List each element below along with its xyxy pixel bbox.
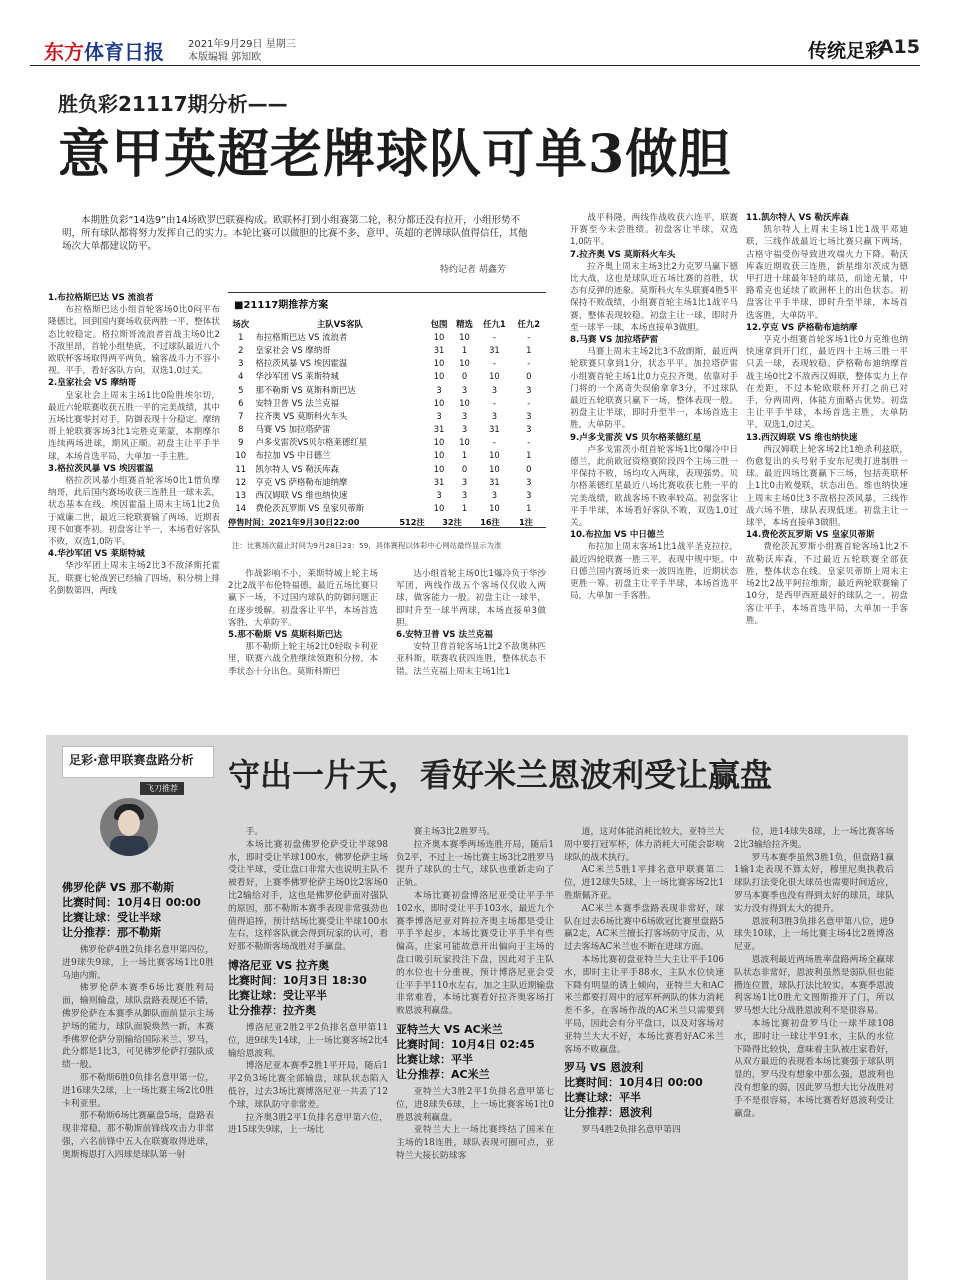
feature-column-3 — [396, 826, 554, 1276]
table-cell: 10 — [433, 358, 445, 369]
table-cell: 12 — [235, 476, 247, 487]
table-cell: 10 — [459, 397, 470, 408]
match-info-2: 博洛尼亚 VS 拉齐奥 比赛时间：10月3日 18:30 比赛让球：受让平半 让分推荐：拉齐奥 — [228, 958, 367, 1017]
paragraph: 本场比赛初盘博洛尼亚受让平手半102水，即时受让平手103水，最近九个赛季博洛尼亚对阵拉齐奥主场都是受让平手半起步，本场比赛受让平手半有些偏高，庄家可能故意开出偏向于主场的盘口吸引玩家投注下盘，因此对于主队的水位也十分重视，预计博洛尼亚会受让平手半110水左右，加之主队近期输盘非常难看，本场比赛看好拉齐奥客场打败恩波利赢盘。 — [396, 890, 554, 1017]
table-cell: 布拉格斯巴达 VS 流浪者 — [255, 331, 348, 342]
paragraph: 拉齐奥上周末主场3比2力克罗马赢下德比大战，这也是球队近五场比赛的首胜，状态有反弹的迹象。莫斯科火车头联赛4胜5平保持不败战绩，小组赛首轮主场1比1战平马赛，整体表现较稳。初盘主让一球，即时升至一球半一球，本场直接单3做胆。 — [570, 261, 738, 333]
match-info-4: 罗马 VS 恩波利 比赛时间：10月4日 00:00 比赛让球：平半 让分推荐：恩波利 — [564, 1061, 703, 1120]
table-cell: 0 — [526, 463, 532, 474]
article-column-4 — [570, 212, 738, 722]
paragraph: AC米兰本赛季盘路表现非常好，球队在过去6场比赛中6场欧冠比赛里盘路5赢2走，AC米兰擅长打客场防守反击，从过去客场AC米兰也不断在进球方面。 — [564, 903, 724, 953]
table-cell: 亨克 VS 萨格勒布迪纳摩 — [255, 476, 348, 487]
table-cell: 拉齐奥 VS 莫斯科火车头 — [255, 410, 348, 421]
table-footer: 停售时间：2021年9月30日22:00 512注 32注 16注 1注 — [228, 516, 533, 527]
table-row — [228, 370, 546, 383]
paragraph: 本场比赛初盘亚特兰大主让平手106水，即时主让平手88水，主队水位快速下降有明显的诱上倾向，亚特兰大和AC米兰都要打周中的冠军杯两队的体力消耗差不多，在客场作战的AC米兰只需要到平局，因此会有分平盘口，以及对客场对亚特兰大大不好，本场比赛看好AC米兰客场不败赢盘。 — [564, 954, 724, 1055]
paragraph: 战平科隆，两线作战收获六连平，联赛开赛至今未尝胜绩。初盘客让半球，双选1,0防平。 — [570, 213, 738, 248]
table-row — [228, 475, 546, 488]
table-cell: 3 — [436, 490, 442, 501]
paragraph: 位，进14球失8球，上一场比赛客场2比3输给拉齐奥。 — [734, 827, 894, 850]
table-cell: 凯尔特人 VS 勒沃库森 — [255, 463, 339, 474]
match-heading: 8.马赛 VS 加拉塔萨雷 — [570, 335, 659, 346]
table-cell: 0 — [526, 371, 532, 382]
table-cell: 1 — [526, 450, 532, 461]
table-cell: - — [492, 437, 496, 448]
table-cell: 4 — [238, 371, 244, 382]
table-cell: 31 — [433, 476, 445, 487]
table-cell: 马赛 VS 加拉塔萨雷 — [255, 424, 331, 435]
page-number: A15 — [878, 36, 920, 58]
table-cell: 10 — [433, 331, 445, 342]
table-header-row — [228, 317, 546, 330]
paragraph: 费伦茨瓦罗斯小组赛首轮客场1比2不敌勒沃库森，不过最近五轮联赛全部获胜，整体状态在线。皇家贝蒂斯上周末主场2比2战平阿拉维斯，最近两轮联赛输了10分，是西甲西班最好的球队之一。初盘客让平手，本场首选平局，大单加一手客胜。 — [746, 542, 908, 626]
table-cell: 13 — [235, 490, 247, 501]
table-cell: 10 — [433, 463, 445, 474]
table-row — [228, 436, 546, 449]
paragraph: 达小组首轮主场0比1爆冷负于华沙军团，两线作战五个客场仅仅收入两球，做客能力一般。初盘主让一球半，即时升至一球半两球，本场直接单3做胆。 — [396, 569, 546, 628]
table-cell: 格拉茨风暴 VS 埃因霍温 — [255, 358, 348, 369]
feature-author: 飞刀推荐 — [140, 782, 184, 795]
feature-column-1 — [62, 876, 214, 1276]
table-cell: 6 — [238, 397, 244, 408]
article-title: 意甲英超老牌球队可单3做胆 — [58, 124, 732, 185]
paragraph: 皇家社会上周末主场1比0险胜埃尔切，最近六轮联赛收获五胜一平的完美战绩，其中五场比赛零封对手，防御表现十分稳定。摩纳哥上轮联赛客场3比1完胜克莱蒙，本期摩尔连续两场进球，期风正顺。初盘主让平手半球，本场首选平局，大单加一手主胜。 — [48, 390, 220, 462]
paragraph: 佛罗伦萨4胜2负排名意甲第四位，进9球失9球，上一场比赛客场1比0胜乌迪内斯。 — [62, 945, 214, 981]
table-cell: 10 — [489, 371, 500, 382]
table-row — [228, 330, 546, 343]
table-cell: 10 — [489, 450, 500, 461]
table-row — [228, 449, 546, 462]
table-cell: 安特卫普 VS 法兰克福 — [255, 397, 339, 408]
table-cell: 9 — [238, 437, 244, 448]
table-cell: 3 — [238, 358, 244, 369]
paragraph: 手。 — [245, 827, 264, 837]
table-cell: 5 — [238, 384, 244, 395]
paragraph: 罗马本赛季虽然3胜1负，但盘路1赢1输1走表现不算太好，穆里尼奥执教后球队打法变化很大球员也需要时间适应，罗马本赛季也没有得到太好的球员，球队实力没有得到太大的提升。 — [734, 852, 894, 914]
paragraph: 亚特兰大上一场比赛终结了国米在主场的18连胜，球队表现可圈可点，亚特兰大接长防球客 — [396, 1125, 554, 1161]
table-cell: 西汉姆联 VS 维也纳快速 — [255, 490, 348, 501]
paragraph: 恩波利3胜3负排名意甲第八位，进9球失10球，上一场比赛主场4比2胜博洛尼亚。 — [734, 916, 894, 953]
paragraph: 亨克小组赛首轮客场1比0力克维也纳快速拿到开门红，最近四十主场三胜一平只丢一球，表现较稳。萨格勒布迪纳摩首战主场0比2不敌西汉姆联，整体实力上存在差距，不过本轮欧联杯开打之前已对手，分两周两，体能方面略占优势。初盘主让平手半球，本场首选主胜，大单防平，双选1,0过关。 — [746, 335, 908, 431]
article-column-5 — [746, 212, 908, 722]
table-cell: 2 — [238, 344, 244, 355]
table-cell: 31 — [489, 344, 500, 355]
paragraph: 佛罗伦萨本赛季6场比赛胜利局面，输则输盘，球队盘路表现还不错，佛罗伦萨在本赛季从御队面前显示主场护场的能力，球队面貌焕然一新，本赛季佛罗伦萨分别输给国际米兰、罗马，此分都是1比3，可见佛罗伦萨打强队成绩一般。 — [62, 983, 214, 1071]
table-row — [228, 383, 546, 396]
table-header-cell: 包围 — [430, 318, 448, 329]
table-cell: 10 — [433, 503, 445, 514]
table-title: ■21117期推荐方案 — [234, 300, 329, 311]
table-row — [228, 409, 546, 422]
paragraph: 亚特兰大3胜2平1负排名意甲第七位，进8球失6球，上一场比赛客场1比0胜恩波利赢盘。 — [396, 1086, 554, 1123]
paragraph: 卢多戈雷茨小组首轮客场1比0爆冷中日德兰，此前欧冠资格赛阶段四个主场三胜一平保持不败，场均攻入两球，表现强势。贝尔格莱德红星最近八场比赛收获七胜一平的完美战绩，欧战客场不败率较高。初盘客让平手半球，本场看好客队不败，双选1,0过关。 — [570, 444, 738, 529]
table-cell: 1 — [526, 344, 532, 355]
table-row — [228, 462, 546, 475]
table-cell: 10 — [433, 371, 445, 382]
paragraph: 拉齐奥本赛季两场连胜开局，随后1负2平，不过上一场比赛主场3比2胜罗马提升了球队的士气，球队也重新走向了正轨。 — [396, 839, 554, 889]
paragraph: 作战影响不小，莱斯特城上轮主场2比2战平布伦特福德，最近五场比赛只赢下一场，不过国内球队的防御问题正在逐步缓解。初盘客让平半，本场首选客胜，大单防平。 — [228, 569, 378, 628]
table-cell: 31 — [489, 476, 500, 487]
match-heading: 10.布拉加 VS 中日德兰 — [570, 530, 665, 541]
match-info-1: 佛罗伦萨 VS 那不勒斯 比赛时间：10月4日 00:00 比赛让球：受让半球 让分推荐：那不勒斯 — [62, 881, 201, 939]
match-heading: 14.费伦茨瓦罗斯 VS 皇家贝蒂斯 — [746, 530, 875, 541]
table-row — [228, 357, 546, 370]
table-cell: 10 — [433, 397, 445, 408]
table-row — [228, 423, 546, 436]
table-cell: 10 — [459, 358, 470, 369]
match-heading: 11.凯尔特人 VS 勒沃库森 — [746, 213, 849, 223]
table-cell: 3 — [491, 410, 498, 421]
article-column-2 — [228, 568, 378, 722]
table-cell: 3 — [491, 490, 498, 501]
table-cell: 1 — [526, 503, 532, 514]
table-cell: - — [492, 358, 496, 369]
table-cell: 那不勒斯 VS 莫斯科斯巴达 — [255, 384, 356, 395]
date-line: 2021年9月29日 星期三 本版编辑 郭知欧 — [188, 39, 296, 63]
author-avatar — [100, 798, 158, 856]
paragraph: 那不勒斯6胜0负排名意甲第一位，进16球失2球，上一场比赛主场2比0胜卡利亚里。 — [62, 1072, 214, 1109]
table-cell: 14 — [235, 503, 247, 514]
page-header — [30, 36, 920, 66]
paragraph: 凯尔特人上周末主场1比1战平邓迪联，三线作战最近七场比赛只赢下两场，古格守福受伤导致进攻端火力下降。勒沃库森近期收获三连胜，新星维尔茨成为德甲打进十球最年轻的球员，前途无量，中路希克也延续了欧洲杯上的出色状态。初盘客让平手半球，即时升至半球，本场首选客胜，大单防平。 — [746, 225, 908, 321]
paragraph: 格拉茨风暴小组赛首轮客场0比1惜负摩纳哥，此后国内赛场收获三连胜且一球未丢，状态基本在线。埃因霍温上周末主场1比2负于威廉二世，最近三轮联赛输了两场，近期表现不如赛季初。初盘客让半一，本场看好客队不败，双选1,0防平。 — [48, 476, 220, 548]
table-cell: 31 — [489, 424, 500, 435]
table-cell: 1 — [461, 344, 468, 355]
match-heading: 7.拉齐奥 VS 莫斯科火车头 — [570, 249, 676, 260]
table-cell: 3 — [526, 476, 532, 487]
table-cell: 11 — [235, 463, 247, 474]
match-heading: 1.布拉格斯巴达 VS 流浪者 — [48, 293, 154, 303]
recommendation-table — [228, 292, 546, 528]
table-cell: 1 — [461, 450, 468, 461]
table-cell: 3 — [526, 424, 532, 435]
table-cell: 布拉加 VS 中日德兰 — [255, 450, 331, 461]
table-cell: 费伦茨瓦罗斯 VS 皇家贝蒂斯 — [255, 503, 364, 514]
table-cell: - — [527, 437, 531, 448]
paragraph: 安特卫普首轮客场1比2不敌奥林匹亚科斯，联赛收获四连胜，整体状态不错。法兰克福上周末主场1比1 — [396, 642, 546, 677]
match-heading: 3.格拉茨风暴 VS 埃因霍温 — [48, 463, 154, 474]
paragraph: 华沙军团上周末主场2比3不敌泽斯托霍瓦，联赛七轮战罢已经输了四场，积分榜上排名倒数第四，两线 — [48, 561, 220, 596]
reporter-byline: 特约记者 胡鑫芳 — [440, 265, 506, 275]
table-note: 注：比赛场次截止时间为9月28日23：59，具体赛程以体彩中心网站最终显示为准 — [232, 541, 502, 550]
feature-column-5 — [734, 826, 894, 1276]
paragraph: 赛主场3比2胜罗马。 — [413, 827, 496, 837]
table-cell: 0 — [461, 371, 468, 382]
paragraph: 那不勒斯6场比赛赢盘5场，盘路表现非常稳，那不勒斯前锋线攻击力非常强，六名前锋中五人在联赛取得进球，奥斯梅恩打入四球是球队第一射 — [62, 1111, 214, 1160]
table-header-cell: 任九2 — [517, 318, 541, 329]
table-cell: 10 — [489, 463, 500, 474]
table-cell: 3 — [436, 410, 442, 421]
table-header-cell: 精选 — [456, 318, 473, 329]
table-cell: 3 — [491, 384, 498, 395]
paragraph: 恩波利最近两场胜率盘路两场全赢球队状态非常好，恩波利虽然是弱队但也能攒连位置，球队打法比较实，本赛季恩波利客场1比0胜尤文图斯推开了门，所以罗马想大比分战胜恩波利不是很容易。 — [734, 954, 894, 1017]
paragraph: 博洛尼亚本赛季2胜1平开局，随后1平2负3场比赛全部输盘，球队状态陷入低谷，过去3场比赛博洛尼亚一共丢了12个球，球队防守非常差。 — [228, 1061, 388, 1110]
table-cell: 31 — [433, 344, 445, 355]
paragraph: 布拉格斯巴达小组首轮客场0比0闷平布隆德比，回到国内赛场收获两胜一平，整体状态比较稳定。格拉斯哥流浪者首战主场0比2不敌里昂，首轮小组垫底，不过球队最近八个欧联杯客场取得两平两负，输客战斗力不容小视。平手，看好客队方向，双选1,0过关。 — [48, 305, 220, 377]
match-heading: 9.卢多戈雷茨 VS 贝尔格莱德红星 — [570, 432, 702, 443]
table-header-cell: 任九1 — [483, 318, 506, 329]
table-cell: 1 — [461, 503, 468, 514]
table-row — [228, 396, 546, 409]
table-cell: 3 — [526, 410, 532, 421]
feature-tag: 足彩·意甲联赛盘路分析 — [62, 746, 214, 778]
match-heading: 4.华沙军团 VS 莱斯特城 — [48, 549, 145, 560]
table-cell: - — [492, 331, 496, 342]
paragraph: AC米兰5胜1平排名意甲联赛第二位，进12球失5球，上一场比赛客场2比1胜斯佩齐亚。 — [564, 865, 724, 901]
table-row — [228, 502, 546, 515]
table-cell: 10 — [459, 437, 470, 448]
paragraph: 拉齐奥3胜2平1负排名意甲第六位，进15球失9球，上一场比 — [228, 1112, 388, 1136]
table-row — [228, 488, 546, 501]
paragraph: 博洛尼亚2胜2平2负排名意甲第11位，进9球失14球，上一场比赛客场2比4输给恩波利。 — [228, 1022, 388, 1059]
table-cell: 31 — [433, 424, 445, 435]
article-intro: 本期胜负彩“14选9”由14场欧罗巴联赛构成。欧联杯打到小组赛第二轮，积分都还没有拉开，小组形势不明，所有球队都将努力发挥自己的实力。本轮比赛可以做胆的比赛不多，意甲、英超的老牌球队值得信任，其他场次大单都建议防平。 — [62, 215, 528, 252]
paragraph: 道，这对体能消耗比较大，亚特兰大周中要打冠军杯，体力消耗大可能会影响球队的战术执行。 — [564, 827, 724, 863]
table-cell: - — [527, 358, 531, 369]
paragraph: 马赛上周末主场2比3不敌朗斯，最近两轮联赛只拿到1分，状态平平。加拉塔萨雷小组赛首轮主场1比0力克拉齐奥，依靠对手门将的一个离奇失误偷拿拿3分，不过球队最近五轮联赛只赢下一场，整体表现一般。初盘主让半球，即时升至半一，本场首选主胜，大单防平。 — [570, 347, 738, 431]
table-cell: 3 — [461, 476, 468, 487]
table-cell: 3 — [526, 490, 532, 501]
table-cell: 10 — [459, 331, 470, 342]
paragraph: 本场比赛初盘佛罗伦萨受让半球98水，即时受让半球100水，佛罗伦萨主场受让半球，受让盘口非常大也说明主队不被看好，上赛季佛罗伦萨主场0比2客场0比2输给对手，这也是佛罗伦萨面对强队的原因，那不勒斯本赛季表现非常强劲也值得追捧，预计结场比赛受让半球100水左右，这样客队就会得到玩家的认可，看好那不勒斯客场战胜对手赢盘。 — [228, 839, 388, 953]
paragraph: 西汉姆联上轮客场2比1绝杀利兹联，伤愈复出的头号射手安东尼奥打进制胜一球。最近四场比赛赢下三场，包括英联杯上1比0击败曼联，状态出色。维也纳快速上周末主场0比3不敌格拉茨风暴，三线作战六场不胜，球队表现低迷。初盘主让一球半，本场直接单3做胆。 — [746, 444, 908, 529]
article-column-3 — [396, 568, 546, 722]
table-row — [228, 343, 546, 356]
article-column-1 — [48, 292, 220, 722]
table-cell: 8 — [238, 424, 244, 435]
table-cell: 10 — [433, 437, 445, 448]
table-header-cell: 主队VS客队 — [316, 318, 363, 329]
section-name: 传统足彩 — [807, 40, 884, 62]
table-cell: 华沙军团 VS 莱斯特城 — [255, 371, 339, 382]
table-cell: 1 — [238, 331, 244, 342]
match-heading: 2.皇家社会 VS 摩纳哥 — [48, 378, 137, 389]
table-cell: 3 — [461, 410, 468, 421]
match-heading: 6.安特卫普 VS 法兰克福 — [396, 630, 493, 641]
table-cell: 7 — [238, 410, 244, 421]
table-cell: - — [492, 397, 496, 408]
table-cell: 3 — [526, 384, 532, 395]
paragraph: 布拉加上周末客场1比1战平圣克拉拉，最近四轮联赛一胜三平，表现中规中矩。中日德兰国内赛场近来一波四连胜，近期状态更胜一筹。初盘主让平手半球，本场首选平局，大单加一手客胜。 — [570, 542, 738, 602]
table-cell: 3 — [461, 490, 468, 501]
table-cell: 10 — [433, 450, 445, 461]
article-subtitle: 胜负彩21117期分析—— — [58, 92, 288, 116]
paragraph: 那不勒斯上轮主场2比0轻取卡利亚里，联赛六战全胜继续领跑积分榜，本季状态十分出色。莫斯科斯巴 — [228, 642, 378, 677]
table-cell: - — [527, 397, 531, 408]
table-cell: 0 — [461, 463, 468, 474]
table-cell: 3 — [436, 384, 442, 395]
table-body — [228, 330, 546, 515]
table-cell: 3 — [461, 424, 468, 435]
match-heading: 13.西汉姆联 VS 维也纳快速 — [746, 432, 858, 443]
newspaper-logo: 东方体育日报 — [44, 40, 164, 64]
paragraph: 罗马4胜2负排名意甲第四 — [581, 1125, 681, 1136]
paragraph: 本场比赛初盘罗马让一球半球108水，即时让一球让半91水，主队的水位下降得比较快，意味着主队被庄家看好，从双方最近的表现看本场比赛强于球队明显的，罗马没有想象中那么强，恩波利也没有想象的弱，因此罗马想大比分战胜对手不是很容易，本场比赛看好恩波利受让赢盘。 — [734, 1018, 894, 1119]
feature-column-2 — [228, 826, 388, 1276]
table-cell: - — [527, 331, 531, 342]
table-cell: 10 — [489, 503, 500, 514]
table-cell: 卢多戈雷茨VS贝尔格莱德红星 — [255, 437, 368, 448]
table-cell: 10 — [235, 450, 247, 461]
match-heading: 5.那不勒斯 VS 莫斯科斯巴达 — [228, 630, 343, 641]
feature-title: 守出一片天，看好米兰恩波利受让赢盘 — [228, 756, 773, 794]
match-heading: 12.亨克 VS 萨格勒布迪纳摩 — [746, 322, 858, 333]
table-cell: 3 — [461, 384, 468, 395]
table-cell: 皇家社会 VS 摩纳哥 — [255, 344, 331, 355]
feature-column-4 — [564, 826, 724, 1276]
match-info-3: 亚特兰大 VS AC米兰 比赛时间：10月4日 02:45 比赛让球：平半 让分推荐：AC米兰 — [396, 1022, 535, 1081]
table-header-cell: 场次 — [232, 318, 250, 329]
